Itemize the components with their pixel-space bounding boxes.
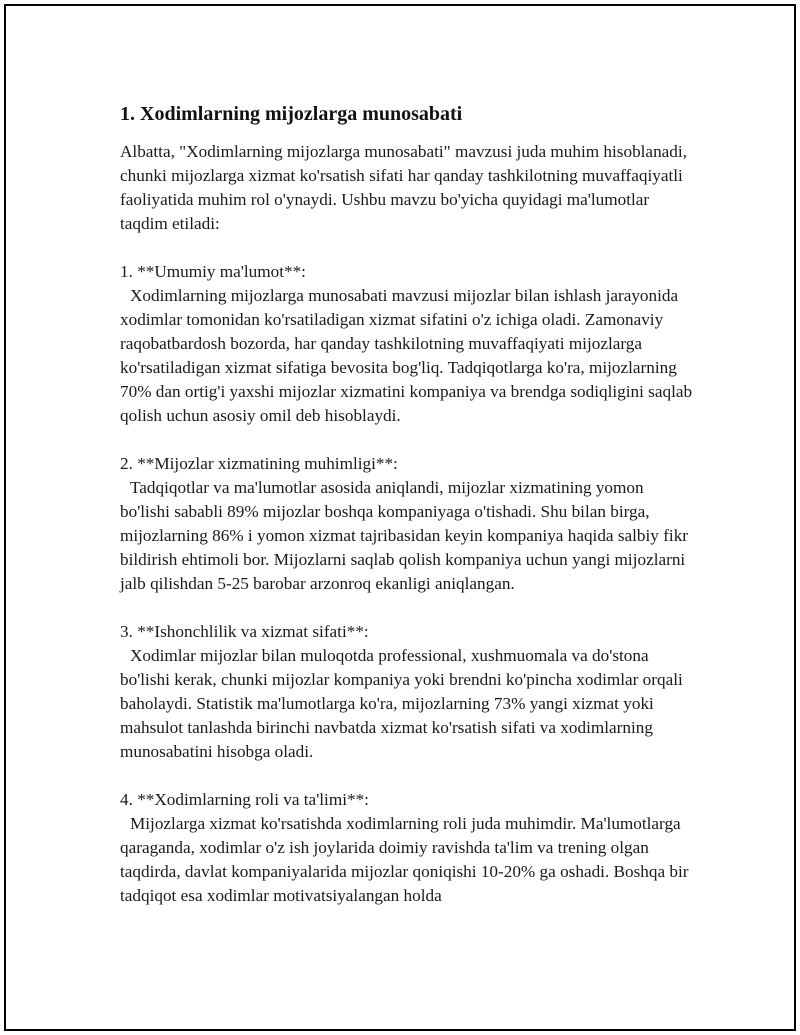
document-title: 1. Xodimlarning mijozlarga munosabati [120,103,463,125]
section-1 [120,260,696,428]
section-heading: 3. **Ishonchlilik va xizmat sifati**: [120,622,369,641]
section-body: Xodimlarning mijozlarga munosabati mavzusi mijozlar bilan ishlash jarayonida xodimlar tomonidan ko'rsatiladigan xizmat sifatini o'z ichiga oladi. Zamonaviy raqobatbardosh bozorda, har qanday tashkilotning muvaffaqiyati mijozlarga ko'rsatiladigan xizmat sifatiga bevosita bog'liq. Tadqiqotlarga ko'ra, mijozlarning 70% dan ortig'i yaxshi mijozlar xizmatini kompaniya va brendga sodiqligini saqlab qolish uchun asosiy omil deb hisoblaydi. [120,286,693,425]
document-content [120,102,696,908]
section-body: Mijozlarga xizmat ko'rsatishda xodimlarning roli juda muhimdir. Ma'lumotlarga qaraganda, xodimlar o'z ish joylarida doimiy ravishda ta'lim va trening olgan taqdirda, davlat kompaniyalarida mijozlar qoniqishi 10-20% ga oshadi. Boshqa bir tadqiqot esa xodimlar motivatsiyalangan holda [120,814,689,905]
section-body: Tadqiqotlar va ma'lumotlar asosida aniqlandi, mijozlar xizmatining yomon bo'lishi sababli 89% mijozlar boshqa kompaniyaga o'tishadi. Shu bilan birga, mijozlarning 86% i yomon xizmat tajribasidan keyin kompaniya haqida salbiy fikr bildirish ehtimoli bor. Mijozlarni saqlab qolish kompaniya uchun yangi mijozlarni jalb qilishdan 5-25 barobar arzonroq ekanligi aniqlangan. [120,478,689,593]
section-heading: 2. **Mijozlar xizmatining muhimligi**: [120,454,398,473]
section-3 [120,620,696,764]
section-2 [120,452,696,596]
section-heading: 4. **Xodimlarning roli va ta'limi**: [120,790,369,809]
section-4 [120,788,696,908]
section-heading: 1. **Umumiy ma'lumot**: [120,262,306,281]
document-page [4,4,796,1031]
section-body: Xodimlar mijozlar bilan muloqotda professional, xushmuomala va do'stona bo'lishi kerak, chunki mijozlar kompaniya yoki brendni ko'pincha xodimlar orqali baholaydi. Statistik ma'lumotlarga ko'ra, mijozlarning 73% yangi xizmat yoki mahsulot tanlashda birinchi navbatda xizmat ko'rsatish sifati va xodimlarning munosabatini hisobga oladi. [120,646,683,761]
intro-paragraph: Albatta, "Xodimlarning mijozlarga munosabati" mavzusi juda muhim hisoblanadi, chunki mijozlarga xizmat ko'rsatish sifati har qanday tashkilotning muvaffaqiyatli faoliyatida muhim rol o'ynaydi. Ushbu mavzu bo'yicha quyidagi ma'lumotlar taqdim etiladi: [120,142,687,233]
